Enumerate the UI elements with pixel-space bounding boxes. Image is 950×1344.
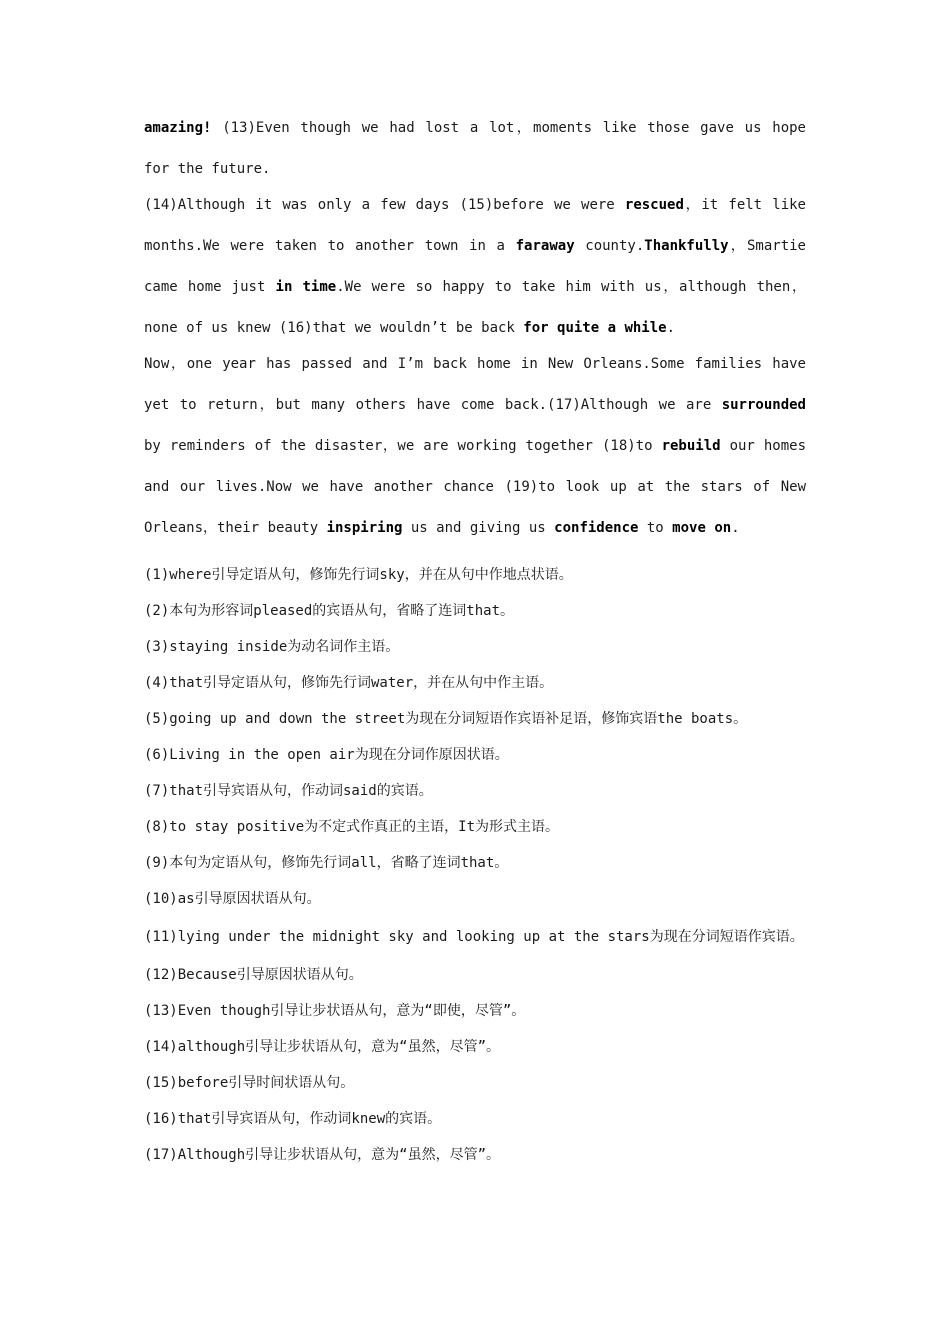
note-item: (12)Because引导原因状语从句。 (144, 967, 363, 983)
paragraph (144, 108, 806, 190)
note-item: (15)before引导时间状语从句。 (144, 1075, 355, 1091)
text-run: ，it felt like months.We were taken to another town in a (144, 197, 806, 254)
vocab-word: for quite a while (523, 320, 667, 336)
note-item: (13)Even though引导让步状语从句，意为“即使，尽管”。 (144, 1003, 526, 1019)
note-item: (10)as引导原因状语从句。 (144, 891, 321, 907)
vocab-word: surrounded (721, 397, 806, 413)
text-run: county. (574, 238, 645, 254)
text-run: by reminders of the disaster，we are working together (18)to (144, 438, 662, 454)
passage-text (144, 116, 806, 549)
note-item: (16)that引导宾语从句，作动词knew的宾语。 (144, 1111, 442, 1127)
vocab-word: move on (672, 520, 732, 536)
text-run: (14)Although it was only a few days (15)before we were (144, 197, 625, 213)
note-item: (6)Living in the open air为现在分词作原因状语。 (144, 747, 509, 763)
vocab-word: inspiring (326, 520, 403, 536)
text-run: . (731, 520, 740, 536)
note-item: (17)Although引导让步状语从句，意为“虽然，尽管”。 (144, 1147, 501, 1163)
vocab-word: confidence (554, 520, 639, 536)
note-item: (7)that引导宾语从句，作动词said的宾语。 (144, 783, 433, 799)
vocab-word: rescued (624, 197, 684, 213)
text-run: us and giving us (402, 520, 555, 536)
vocab-word: amazing! (144, 120, 212, 136)
note-item: (2)本句为形容词pleased的宾语从句，省略了连词that。 (144, 603, 515, 619)
paragraph (144, 344, 806, 549)
note-item: (14)although引导让步状语从句，意为“虽然，尽管”。 (144, 1039, 501, 1055)
note-item: (8)to stay positive为不定式作真正的主语，It为形式主语。 (144, 819, 560, 835)
text-run: Now，one year has passed and I’m back home in New Orleans.Some families have yet to return，but many others have come back.(17)Although we are (144, 356, 806, 413)
note-item: (11)lying under the midnight sky and looking up at the stars为现在分词短语作宾语。 (144, 929, 804, 945)
vocab-word: rebuild (661, 438, 721, 454)
note-item: (3)staying inside为动名词作主语。 (144, 639, 400, 655)
text-run: .We were so happy to take him with us，although then，none of us knew (16)that we wouldn’t be back (144, 279, 806, 336)
annotation-notes (144, 557, 808, 1173)
vocab-word: faraway (515, 238, 575, 254)
text-run: (13)Even though we had lost a lot，moments like those gave us hope for the future. (144, 120, 806, 177)
text-run: . (666, 320, 676, 336)
note-item: (5)going up and down the street为现在分词短语作宾语补足语，修饰宾语the boats。 (144, 711, 748, 727)
text-run: our homes and our lives.Now we have another chance (19)to look up at the stars of New Orleans，their beauty (144, 438, 807, 536)
note-item: (1)where引导定语从句，修饰先行词sky，并在从句中作地点状语。 (144, 567, 573, 583)
vocab-word: Thankfully (644, 238, 729, 254)
vocab-word: in time (275, 279, 337, 295)
text-run: to (638, 520, 673, 536)
note-item: (9)本句为定语从句，修饰先行词all，省略了连词that。 (144, 855, 509, 871)
paragraph (144, 185, 806, 349)
text-run: ，Smartie came home just (144, 238, 806, 295)
note-item: (4)that引导定语从句，修饰先行词water，并在从句中作主语。 (144, 675, 554, 691)
